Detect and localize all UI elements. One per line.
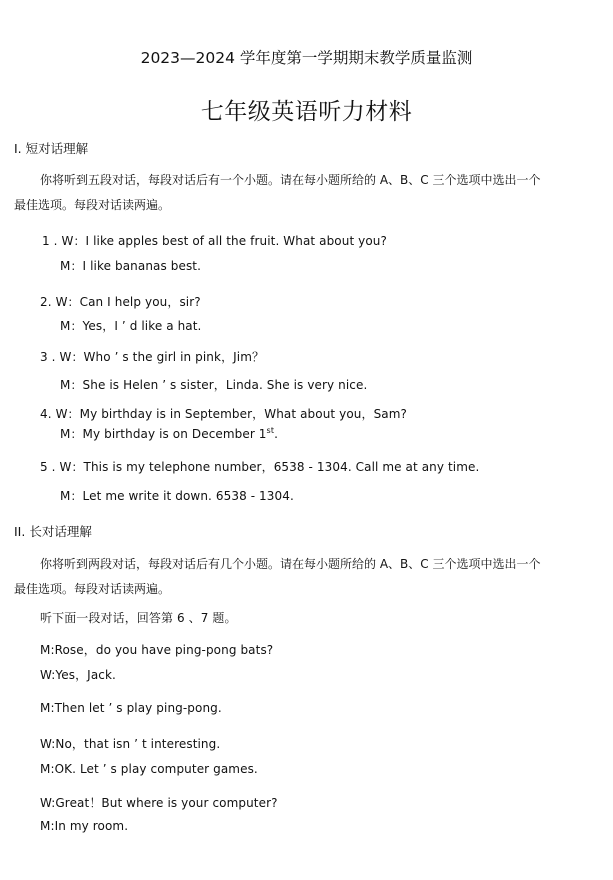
sub-instruction: 听下面一段对话，回答第 6 、7 题。: [40, 611, 237, 625]
section-heading-long-dialogs: II. 长对话理解: [14, 524, 92, 539]
section2-instruction-line1: 你将听到两段对话，每段对话后有几个小题。请在每小题所给的 A、B、C 三个选项中选出一个: [40, 557, 541, 571]
conversation-line: M:In my room.: [40, 819, 129, 833]
conversation-line: M:Rose，do you have ping-pong bats?: [40, 643, 274, 657]
ordinal-suffix: st: [266, 426, 275, 435]
dialog-2-w: 2. W：Can I help you，sir?: [40, 295, 201, 309]
exam-title: 2023—2024 学年度第一学期期末教学质量监测: [140, 49, 473, 67]
dialog-1-m: M：I like bananas best.: [60, 259, 202, 273]
dialog-4-m-text: M：My birthday is on December 1: [60, 427, 267, 441]
dialog-3-m: M：She is Helen ’ s sister，Linda. She is very nice.: [60, 378, 368, 392]
section2-instruction-line2: 最佳选项。每段对话读两遍。: [14, 582, 171, 596]
conversation-line: W:No，that isn ’ t interesting.: [40, 737, 221, 751]
dialog-4-m-end: .: [274, 427, 278, 441]
dialog-4-w: 4. W：My birthday is in September，What about you，Sam?: [40, 407, 408, 421]
section-heading-short-dialogs: I. 短对话理解: [14, 141, 89, 156]
dialog-3-w: 3 . W：Who ’ s the girl in pink，Jim？: [40, 350, 265, 364]
dialog-5-m: M：Let me write it down. 6538 - 1304.: [60, 489, 294, 503]
dialog-1-w: 1 . W：I like apples best of all the fruit. What about you?: [42, 234, 387, 248]
dialog-2-m: M：Yes，I ’ d like a hat.: [60, 319, 202, 333]
conversation-line: M:Then let ’ s play ping-pong.: [40, 701, 222, 715]
document-title: 七年级英语听力材料: [200, 99, 413, 125]
section1-instruction-line1: 你将听到五段对话，每段对话后有一个小题。请在每小题所给的 A、B、C 三个选项中选出一个: [40, 173, 541, 187]
section1-instruction-line2: 最佳选项。每段对话读两遍。: [14, 198, 171, 212]
conversation-line: W:Great！But where is your computer?: [40, 796, 278, 810]
dialog-4-m: [60, 425, 278, 442]
conversation-line: W:Yes，Jack.: [40, 668, 116, 682]
conversation-line: M:OK. Let ’ s play computer games.: [40, 762, 258, 776]
dialog-5-w: 5 . W：This is my telephone number，6538 - 1304. Call me at any time.: [40, 460, 480, 474]
